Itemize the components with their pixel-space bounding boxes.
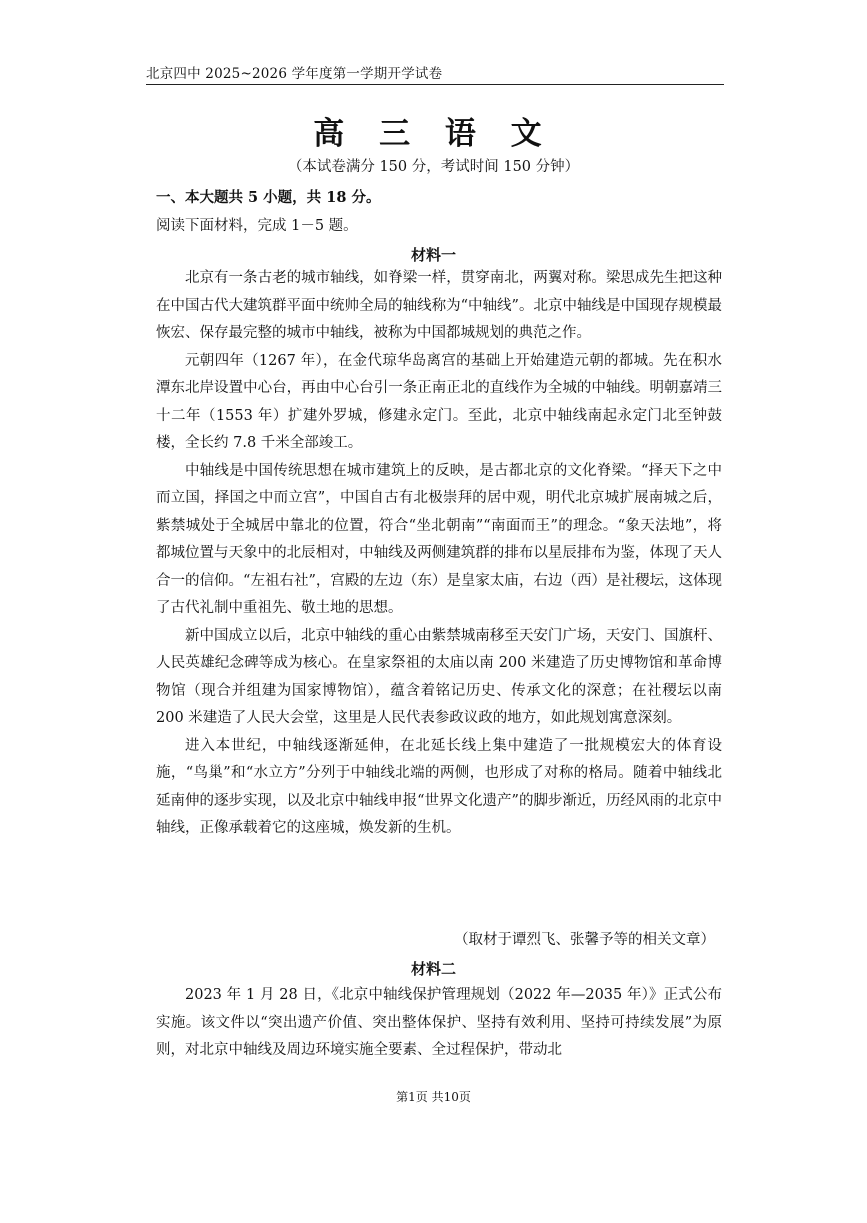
- exam-header: 北京四中 2025~2026 学年度第一学期开学试卷: [146, 62, 724, 85]
- page-title: 高 三 语 文: [313, 116, 554, 152]
- material-2-title: 材料二: [410, 960, 456, 978]
- material-1-body: [156, 265, 722, 843]
- material-1-source: （取材于谭烈飞、张馨予等的相关文章）: [454, 932, 715, 948]
- section-heading: 一、本大题共 5 小题，共 18 分。: [156, 189, 381, 206]
- material-1-title: 材料一: [410, 246, 456, 264]
- material-1-paragraph: 元朝四年（1267 年），在金代琼华岛离宫的基础上开始建造元朝的都城。先在积水潭东北岸设置中心台，再由中心台引一条正南正北的直线作为全城的中轴线。明朝嘉靖三十二年（1553 年）扩建外罗城，修建永定门。至此，北京中轴线南起永定门北至钟鼓楼，全长约 7.8 千米全部竣工。: [156, 352, 722, 451]
- material-1-paragraph: 中轴线是中国传统思想在城市建筑上的反映，是古都北京的文化脊梁。“择天下之中而立国，择国之中而立宫”，中国自古有北极崇拜的居中观，明代北京城扩展南城之后，紫禁城处于全城居中靠北的位置，符合“坐北朝南”“南面而王”的理念。“象天法地”，将都城位置与天象中的北辰相对，中轴线及两侧建筑群的排布以星辰排布为鉴，体现了天人合一的信仰。“左祖右社”，宫殿的左边（东）是皇家太庙，右边（西）是社稷坛，这体现了古代礼制中重祖先、敬土地的思想。: [156, 462, 722, 616]
- material-1-paragraph: 进入本世纪，中轴线逐渐延伸，在北延长线上集中建造了一批规模宏大的体育设施，“鸟巢”和“水立方”分列于中轴线北端的两侧，也形成了对称的格局。随着中轴线北延南伸的逐步实现，以及北京中轴线申报“世界文化遗产”的脚步渐近，历经风雨的北京中轴线，正像承载着它的这座城，焕发新的生机。: [156, 737, 722, 836]
- page-footer: 第1页 共10页: [396, 1090, 471, 1104]
- exam-subtitle: （本试卷满分 150 分，考试时间 150 分钟）: [287, 159, 580, 175]
- material-2-body: [156, 982, 722, 1065]
- material-1-paragraph: 新中国成立以后，北京中轴线的重心由紫禁城南移至天安门广场，天安门、国旗杆、人民英雄纪念碑等成为核心。在皇家祭祖的太庙以南 200 米建造了历史博物馆和革命博物馆（现合并组建为国家博物馆），蕴含着铭记历史、传承文化的深意；在社稷坛以南 200 米建造了人民大会堂，这里是人民代表参政议政的地方，如此规划寓意深刻。: [156, 627, 722, 726]
- material-2-paragraph: 2023 年 1 月 28 日，《北京中轴线保护管理规划（2022 年—2035 年）》正式公布实施。该文件以“突出遗产价值、突出整体保护、坚持有效利用、坚持可持续发展”为原则，对北京中轴线及周边环境实施全要素、全过程保护，带动北: [156, 987, 722, 1058]
- material-1-paragraph: 北京有一条古老的城市轴线，如脊梁一样，贯穿南北，两翼对称。梁思成先生把这种在中国古代大建筑群平面中统帅全局的轴线称为“中轴线”。北京中轴线是中国现存规模最恢宏、保存最完整的城市中轴线，被称为中国都城规划的典范之作。: [156, 270, 722, 341]
- reading-instruction: 阅读下面材料，完成 1－5 题。: [156, 218, 358, 234]
